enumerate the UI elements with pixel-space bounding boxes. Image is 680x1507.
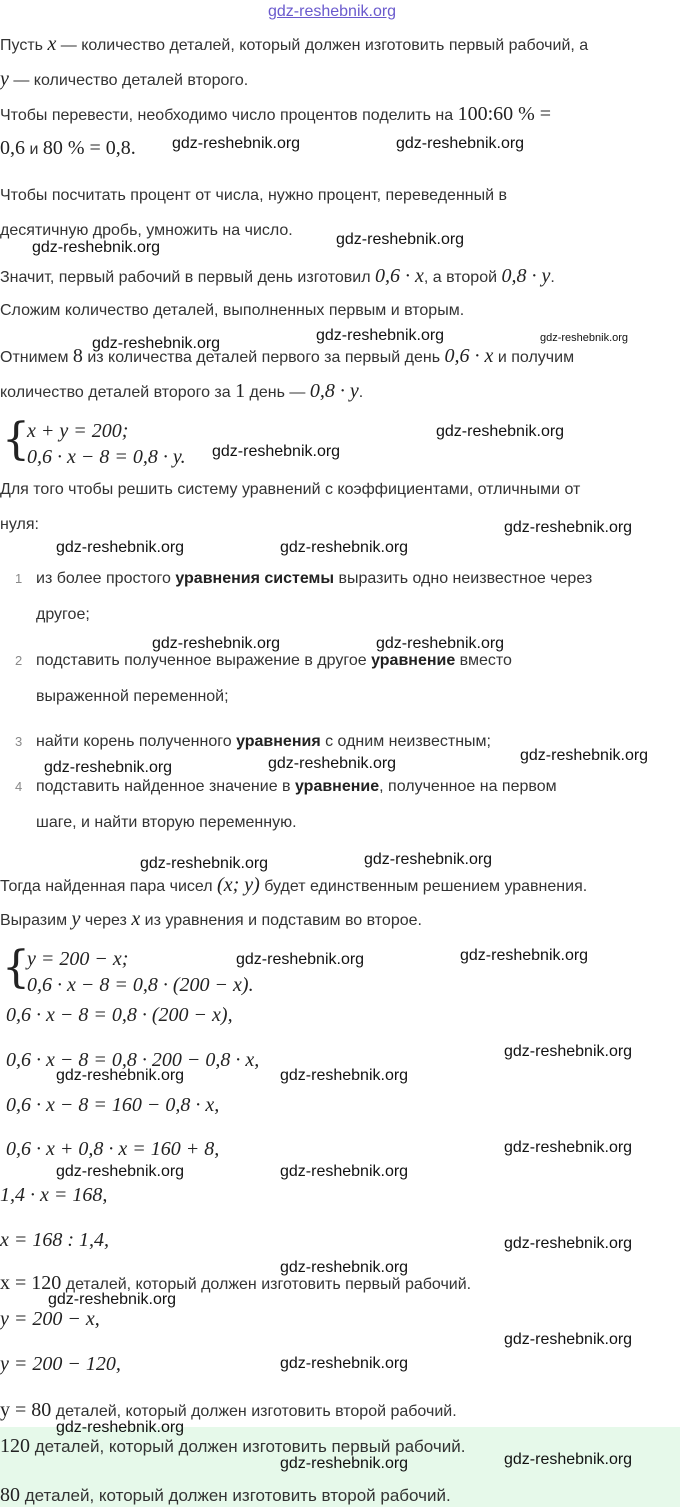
watermark: gdz-reshebnik.org xyxy=(56,1163,185,1180)
unique-solution-line: Тогда найденная пара чисел (x; y) будет единственным решением уравнения. xyxy=(0,874,588,896)
subtract-line-1: Отнимем 8 из количества деталей первого за первый день 0,6 · x и получим xyxy=(0,345,575,367)
step-1-cont: другое; xyxy=(36,606,90,623)
watermark: gdz-reshebnik.org xyxy=(376,635,505,652)
watermark-link[interactable]: gdz-reshebnik.org xyxy=(268,3,397,20)
equation-step: 0,6 · x − 8 = 0,8 · 200 − 0,8 · x, xyxy=(6,1049,260,1071)
equation-step: 0,6 · x − 8 = 160 − 0,8 · x, xyxy=(6,1094,220,1116)
watermark: gdz-reshebnik.org xyxy=(504,519,633,536)
step-number: 4 xyxy=(15,779,23,794)
system1-eq1: x + y = 200; xyxy=(27,420,129,442)
step-4: подставить найденное значение в уравнение, полученное на первом xyxy=(36,778,557,795)
system1-eq2: 0,6 · x − 8 = 0,8 · y. xyxy=(27,446,186,468)
watermark: gdz-reshebnik.org xyxy=(436,423,565,440)
equation-step: 0,6 · x + 0,8 · x = 160 + 8, xyxy=(6,1138,220,1160)
watermark: gdz-reshebnik.org xyxy=(32,239,161,256)
step-2-cont: выраженной переменной; xyxy=(36,688,229,705)
watermark: gdz-reshebnik.org xyxy=(540,332,629,344)
watermark: gdz-reshebnik.org xyxy=(44,759,173,776)
step-number: 3 xyxy=(15,734,23,749)
system2-eq1: y = 200 − x; xyxy=(27,948,129,970)
watermark: gdz-reshebnik.org xyxy=(504,1235,633,1252)
equation-step: y = 200 − 120, xyxy=(0,1353,121,1375)
method-line-1: Для того чтобы решить систему уравнений с коэффициентами, отличными от xyxy=(0,481,581,498)
express-line: Выразим y через x из уравнения и подставим во второе. xyxy=(0,908,422,930)
answer-line-1: 120 деталей, который должен изготовить первый рабочий. xyxy=(0,1435,466,1457)
watermark: gdz-reshebnik.org xyxy=(236,951,365,968)
system2-eq2: 0,6 · x − 8 = 0,8 · (200 − x). xyxy=(27,974,254,996)
subtract-line-2: количество деталей второго за 1 день — 0,8 · y. xyxy=(0,380,364,402)
watermark: gdz-reshebnik.org xyxy=(364,851,493,868)
watermark: gdz-reshebnik.org xyxy=(504,1139,633,1156)
watermark: gdz-reshebnik.org xyxy=(56,1067,185,1084)
watermark: gdz-reshebnik.org xyxy=(504,1043,633,1060)
watermark: gdz-reshebnik.org xyxy=(280,1067,409,1084)
watermark: gdz-reshebnik.org xyxy=(92,335,221,352)
system-brace: { xyxy=(2,942,30,993)
watermark: gdz-reshebnik.org xyxy=(460,947,589,964)
watermark: gdz-reshebnik.org xyxy=(212,443,341,460)
equation-step: 0,6 · x − 8 = 0,8 · (200 − x), xyxy=(6,1004,233,1026)
step-1: из более простого уравнения системы выразить одно неизвестное через xyxy=(36,570,593,587)
intro-line-2: y — количество деталей второго. xyxy=(0,68,249,90)
watermark: gdz-reshebnik.org xyxy=(48,1291,177,1308)
equation-step: x = 168 : 1,4, xyxy=(0,1229,110,1251)
rule-line-1: Чтобы посчитать процент от числа, нужно процент, переведенный в xyxy=(0,187,507,204)
watermark: gdz-reshebnik.org xyxy=(336,231,465,248)
result-y: y = 80 деталей, который должен изготовить второй рабочий. xyxy=(0,1399,457,1421)
watermark: gdz-reshebnik.org xyxy=(152,635,281,652)
equation-step: 1,4 · x = 168, xyxy=(0,1184,108,1206)
watermark: gdz-reshebnik.org xyxy=(56,539,185,556)
watermark: gdz-reshebnik.org xyxy=(504,1451,633,1468)
watermark: gdz-reshebnik.org xyxy=(172,135,301,152)
watermark: gdz-reshebnik.org xyxy=(280,1455,409,1472)
watermark: gdz-reshebnik.org xyxy=(504,1331,633,1348)
step-4-cont: шаге, и найти вторую переменную. xyxy=(36,814,297,831)
equation-step: y = 200 − x, xyxy=(0,1308,100,1330)
step-2: подставить полученное выражение в другое уравнение вместо xyxy=(36,652,512,669)
watermark: gdz-reshebnik.org xyxy=(280,1355,409,1372)
watermark: gdz-reshebnik.org xyxy=(396,135,525,152)
step-number: 1 xyxy=(15,571,23,586)
watermark: gdz-reshebnik.org xyxy=(268,755,397,772)
watermark: gdz-reshebnik.org xyxy=(520,747,649,764)
watermark: gdz-reshebnik.org xyxy=(280,1163,409,1180)
method-line-2: нуля: xyxy=(0,516,39,533)
rule-line-2: десятичную дробь, умножить на число. xyxy=(0,222,293,239)
percent-line-1: Чтобы перевести, необходимо число процентов поделить на 100:60 % = xyxy=(0,103,552,125)
result-x: x = 120 деталей, который должен изготовить первый рабочий. xyxy=(0,1272,472,1294)
watermark: gdz-reshebnik.org xyxy=(56,1419,185,1436)
watermark: gdz-reshebnik.org xyxy=(280,1259,409,1276)
intro-line-1: Пусть x — количество деталей, который должен изготовить первый рабочий, а xyxy=(0,33,589,55)
watermark: gdz-reshebnik.org xyxy=(140,855,269,872)
first-day-line: Значит, первый рабочий в первый день изготовил 0,6 · x, а второй 0,8 · y. xyxy=(0,265,555,287)
percent-line-2: 0,6 и 80 % = 0,8. xyxy=(0,137,136,159)
system-brace: { xyxy=(2,414,30,465)
watermark: gdz-reshebnik.org xyxy=(280,539,409,556)
watermark: gdz-reshebnik.org xyxy=(316,327,445,344)
sum-line: Сложим количество деталей, выполненных первым и вторым. xyxy=(0,302,465,319)
step-number: 2 xyxy=(15,653,23,668)
step-3: найти корень полученного уравнения с одним неизвестным; xyxy=(36,733,491,750)
answer-line-2: 80 деталей, который должен изготовить второй рабочий. xyxy=(0,1484,451,1506)
